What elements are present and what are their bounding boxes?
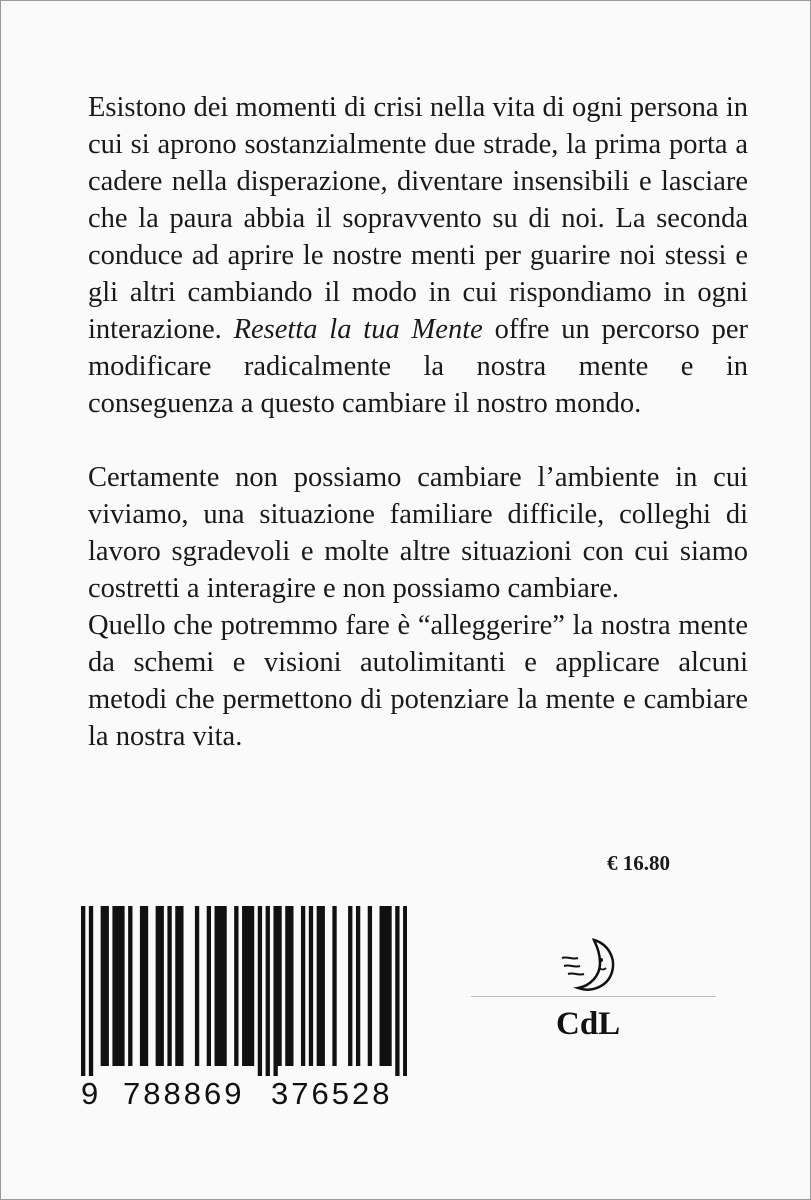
logo-divider [471, 996, 716, 997]
barcode-bar [332, 906, 336, 1066]
barcode-bar [195, 906, 199, 1066]
barcode-bars [81, 906, 407, 1076]
barcode-bar [317, 906, 321, 1066]
publisher-logo-text: CdL [556, 1006, 621, 1042]
barcode-bar [128, 906, 132, 1066]
blurb-p1-text-b: offre un percorso per modificare radicalmente la nostra mente e in conseguenza a questo cambiare il nostro mondo. [88, 314, 748, 419]
barcode-bar [285, 906, 289, 1066]
barcode-bar [250, 906, 254, 1066]
isbn-first-digit: 9 [81, 1076, 100, 1111]
barcode-bar [160, 906, 164, 1066]
barcode-bar [266, 906, 270, 1076]
barcode-bar [105, 906, 109, 1066]
barcode-bar [301, 906, 305, 1066]
barcode-bar [156, 906, 160, 1066]
barcode-bar [289, 906, 293, 1066]
blurb-paragraph-1 [88, 89, 748, 422]
barcode-bar [140, 906, 144, 1066]
barcode-bar [383, 906, 387, 1066]
price-label: € 16.80 [607, 851, 670, 875]
barcode-bar [81, 906, 85, 1076]
blurb-text [88, 89, 748, 755]
barcode-bar [242, 906, 246, 1066]
barcode-bar [348, 906, 352, 1066]
barcode-bar [116, 906, 120, 1066]
barcode-bar [144, 906, 148, 1066]
barcode-bar [234, 906, 238, 1066]
barcode-bar [207, 906, 211, 1066]
barcode-bar [101, 906, 105, 1066]
blurb-p1-text-a: Esistono dei momenti di crisi nella vita di ogni persona in cui si aprono sostanzialmente due strade, la prima porta a cadere nella disperazione, diventare insensibili e lasciare che la paura abbia il sopravvento su di noi. La seconda conduce ad aprire le nostre menti per guarire noi stessi e gli altri cambiando il modo in cui rispondiamo in ogni interazione. [88, 92, 748, 345]
barcode-bar [309, 906, 313, 1066]
book-title-italic: Resetta la tua Mente [233, 314, 483, 345]
barcode-bar [380, 906, 384, 1066]
barcode-bar [175, 906, 179, 1066]
blurb-paragraph-2: Certamente non possiamo cambiare l’ambiente in cui viviamo, una situazione familiare difficile, colleghi di lavoro sgradevoli e molte altre situazioni con cui siamo costretti a interagire e non possiamo cambiare. [88, 462, 748, 604]
barcode-bar [120, 906, 124, 1066]
barcode-bar [258, 906, 262, 1076]
barcode-bar [222, 906, 226, 1066]
barcode-bar [112, 906, 116, 1066]
barcode-bar [368, 906, 372, 1066]
moon-icon [556, 936, 618, 994]
barcode-bar [273, 906, 277, 1076]
barcode-bar [395, 906, 399, 1076]
barcode-bar [387, 906, 391, 1066]
barcode-bar [277, 906, 281, 1066]
barcode-bar [215, 906, 219, 1066]
isbn-group-1: 788869 [123, 1076, 245, 1111]
barcode-bar [89, 906, 93, 1076]
barcode-bar [218, 906, 222, 1066]
barcode-bar [356, 906, 360, 1066]
barcode-bar [321, 906, 325, 1066]
barcode-bar [403, 906, 407, 1076]
blurb-paragraph-3: Quello che potremmo fare è “alleggerire” la nostra mente da schemi e visioni autolimitanti e applicare alcuni metodi che permettono di potenziare la mente e cambiare la nostra vita. [88, 610, 748, 752]
isbn-group-2: 376528 [271, 1076, 393, 1111]
barcode-bar [179, 906, 183, 1066]
barcode-bar [167, 906, 171, 1066]
barcode-bar [246, 906, 250, 1066]
